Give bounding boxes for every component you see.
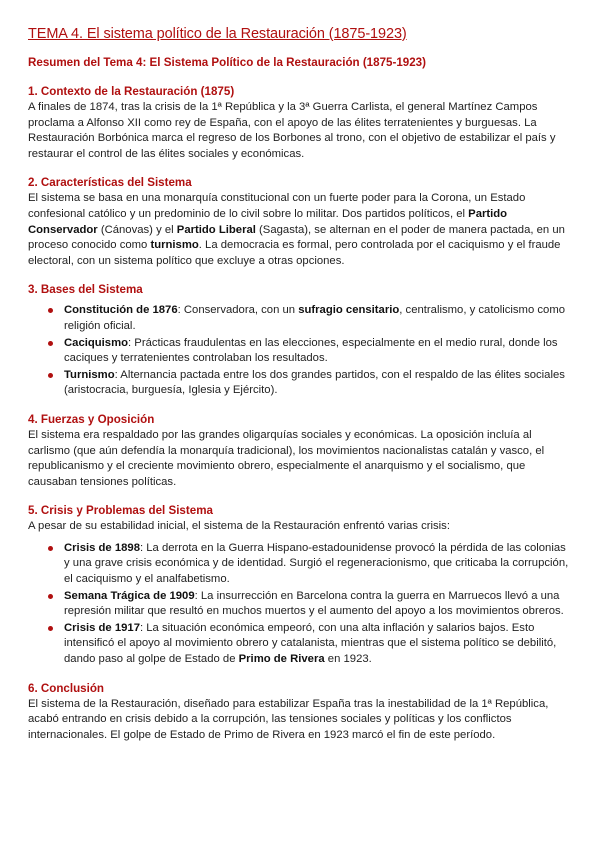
section-context: [28, 84, 572, 162]
list-item: Semana Trágica de 1909: La insurrección en Barcelona contra la guerra en Marruecos llevó a una represión militar que resultó en muchos muertos y el aumento del apoyo a los movimientos obreros.: [48, 589, 572, 620]
bullet-list: [28, 303, 572, 399]
section-forces: [28, 412, 572, 490]
section-conclusion: [28, 681, 572, 744]
section-heading: 6. Conclusión: [28, 681, 105, 695]
bold-term: Partido Conservador: [28, 207, 508, 236]
section-heading: 1. Contexto de la Restauración (1875): [28, 85, 235, 98]
section-heading: 2. Características del Sistema: [28, 176, 192, 190]
section-heading: 3. Bases del Sistema: [28, 283, 143, 297]
section-paragraph: El sistema era respaldado por las grandes oligarquías sociales y económicas. La oposición incluía al carlismo (que aún defendía la monarquía tradicional), los movimientos nacionalistas catalán y vasco, el republicanismo y el creciente movimiento obrero, especialmente el anarquismo y el socialismo, que causaban tensiones políticas.: [28, 428, 545, 488]
page-title: TEMA 4. El sistema político de la Restauración (1875-1923): [28, 26, 407, 42]
bullet-icon: [48, 308, 53, 313]
bullet-icon: [48, 373, 53, 378]
section-characteristics: [28, 175, 572, 269]
section-bases: [28, 282, 572, 399]
summary-subtitle: Resumen del Tema 4: El Sistema Político de la Restauración (1875-1923): [28, 56, 426, 69]
section-paragraph: A pesar de su estabilidad inicial, el sistema de la Restauración enfrentó varias crisis:: [28, 520, 450, 533]
section-crisis: [28, 503, 572, 667]
list-item: Turnismo: Alternancia pactada entre los dos grandes partidos, con el respaldo de las élites sociales (aristocracia, burguesía, Iglesia y Ejército).: [48, 368, 572, 399]
list-item: Caciquismo: Prácticas fraudulentas en las elecciones, especialmente en el medio rural, donde los caciques y terratenientes controlaban los resultados.: [48, 336, 572, 367]
bold-term: turnismo: [150, 239, 199, 252]
bullet-icon: [48, 341, 53, 346]
section-heading: 4. Fuerzas y Oposición: [28, 412, 155, 426]
section-paragraph: El sistema de la Restauración, diseñado para estabilizar España tras la inestabilidad de la 1ª República, acabó entrando en crisis debido a la corrupción, las tensiones sociales y políticas y los conflictos internacionales. El golpe de Estado de Primo de Rivera en 1923 marcó el fin de este período.: [28, 697, 549, 741]
list-item: Crisis de 1898: La derrota en la Guerra Hispano-estadounidense provocó la pérdida de las colonias y una grave crisis económica y de identidad. Surgió el regeneracionismo, que criticaba la corrupción, el caciquismo y el analfabetismo.: [48, 541, 572, 588]
section-heading: 5. Crisis y Problemas del Sistema: [28, 504, 213, 518]
section-paragraph: A finales de 1874, tras la crisis de la 1ª República y la 3ª Guerra Carlista, el general Martínez Campos proclama a Alfonso XII como rey de España, con el apoyo de las élites terratenientes y burguesas. La Restauración Borbónica marca el regreso de los Borbones al trono, con el objetivo de estabilizar el país y restaurar el control de las élites sociales y económicas.: [28, 101, 556, 160]
list-item: Crisis de 1917: La situación económica empeoró, con una alta inflación y salarios bajos. Esto intensificó el apoyo al movimiento obrero y catalanista, mientras que el sistema político se debilitó, dando paso al golpe de Estado de Primo de Rivera en 1923.: [48, 621, 572, 668]
bullet-icon: [48, 594, 53, 599]
bold-term: Partido Liberal: [176, 223, 256, 236]
section-paragraph: El sistema se basa en una monarquía constitucional con un fuerte poder para la Corona, un Estado confesional católico y un predominio de lo civil sobre lo militar. Dos partidos políticos, el Partido Conservador (Cánovas) y el Partido Liberal (Sagasta), se alternan en el poder de manera pactada, en un proceso conocido como turnismo. La democracia es formal, pero controlada por el caciquismo y el fraude electoral, con un sistema político que excluye a otras opciones.: [28, 192, 565, 267]
bullet-icon: [48, 626, 53, 631]
list-item: Constitución de 1876: Conservadora, con un sufragio censitario, centralismo, y catolicismo como religión oficial.: [48, 303, 572, 334]
bullet-icon: [48, 546, 53, 551]
bullet-list: [28, 541, 572, 668]
